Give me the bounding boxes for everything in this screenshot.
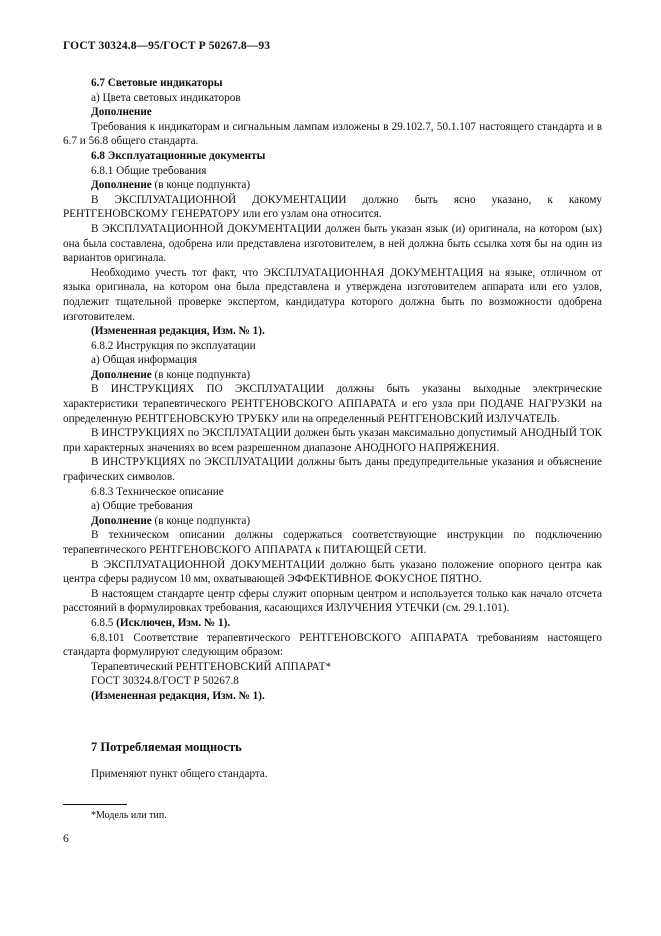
paragraph: В ЭКСПЛУАТАЦИОННОЙ ДОКУМЕНТАЦИИ должно быть ясно указано, к какому РЕНТГЕНОВСКОМУ ГЕНЕРАТОРУ или его узлам она относится. [63,193,602,221]
paragraph: В ЭКСПЛУАТАЦИОННОЙ ДОКУМЕНТАЦИИ должно быть указано положение опорного центра как центра сферы радиусом 10 мм, охватывающей ЭФФЕКТИВНОЕ ФОКУСНОЕ ПЯТНО. [63,558,602,586]
page-header: ГОСТ 30324.8—95/ГОСТ Р 50267.8—93 [63,40,271,52]
paragraph: Дополнение (в конце подпункта) [91,514,251,527]
paragraph: Необходимо учесть тот факт, что ЭКСПЛУАТАЦИОННАЯ ДОКУМЕНТАЦИЯ на языке, отличном от языка оригинала, на котором она была представлена и утверждена изготовителем аппарата или его узлов, подлежит тщательной проверке экспертом, кандидатура которого должна быть по возможности одобрена изготовителем. [63,266,602,323]
paragraph: Требования к индикаторам и сигнальным лампам изложены в 29.102.7, 50.1.107 настоящего стандарта и в 6.7 и 56.8 общего стандарта. [63,120,602,148]
paragraph: В ИНСТРУКЦИЯХ по ЭКСПЛУАТАЦИИ должен быть указан максимально допустимый АНОДНЫЙ ТОК при характерных значениях во всем разрешенном диапазоне АНОДНОГО НАПРЯЖЕНИЯ. [63,427,602,454]
section-text: Применяют пункт общего стандарта. [91,768,268,780]
section-heading: 7 Потребляемая мощность [91,740,242,754]
paragraph: 6.8.5 (Исключен, Изм. № 1). [91,616,231,629]
paragraph: 6.8.3 Техническое описание [91,485,224,498]
paragraph: а) Цвета световых индикаторов [91,91,241,104]
paragraph: В настоящем стандарте центр сферы служит опорным центром и используется только как начало отсчета расстояний в формулировках требования, касающихся ИЗЛУЧЕНИЯ УТЕЧКИ (см. 29.1.101). [63,587,602,615]
paragraph: Дополнение (в конце подпункта) [91,368,251,381]
paragraph: Терапевтический РЕНТГЕНОВСКИЙ АППАРАТ* [91,660,332,673]
document-body [63,76,602,704]
paragraph: 6.8.101 Соответствие терапевтического РЕНТГЕНОВСКОГО АППАРАТА требованиям настоящего стандарта формулируют следующим образом: [63,631,602,659]
paragraph: (Измененная редакция, Изм. № 1). [91,325,265,338]
paragraph: В ЭКСПЛУАТАЦИОННОЙ ДОКУМЕНТАЦИИ должен быть указан язык (и) оригинала, на котором (ых) она была составлена, одобрена или представлена изготовителем, в ней должна быть ссылка хотя бы на один из вариантов оригинала. [63,222,602,265]
paragraph: (Измененная редакция, Изм. № 1). [91,689,265,702]
footnote: *Модель или тип. [91,810,167,821]
paragraph: а) Общие требования [91,500,193,513]
paragraph: а) Общая информация [91,354,198,367]
paragraph: В техническом описании должны содержаться соответствующие инструкции по подключению терапевтического РЕНТГЕНОВСКОГО АППАРАТА к ПИТАЮЩЕЙ СЕТИ. [63,529,602,556]
paragraph: 6.8.2 Инструкция по эксплуатации [91,339,256,352]
paragraph: 6.8.1 Общие требования [91,164,207,177]
footnote-divider [63,804,127,805]
paragraph: 6.8 Эксплуатационные документы [91,149,266,162]
paragraph: В ИНСТРУКЦИЯХ по ЭКСПЛУАТАЦИИ должны быть даны предупредительные указания и объяснение графических символов. [63,456,602,484]
paragraph: ГОСТ 30324.8/ГОСТ Р 50267.8 [91,675,239,688]
paragraph: 6.7 Световые индикаторы [91,77,223,89]
paragraph: В ИНСТРУКЦИЯХ ПО ЭКСПЛУАТАЦИИ должны быть указаны выходные электрические характеристики терапевтического РЕНТГЕНОВСКОГО АППАРАТА и его узла при ПОДАЧЕ НАГРУЗКИ на определенную РЕНТГЕНОВСКУЮ ТРУБКУ или на определенный РЕНТГЕНОВСКИЙ ИЗЛУЧАТЕЛЬ. [63,383,602,425]
paragraph: Дополнение (в конце подпункта) [91,179,251,192]
paragraph: Дополнение [91,106,152,119]
page-number: 6 [63,833,69,845]
